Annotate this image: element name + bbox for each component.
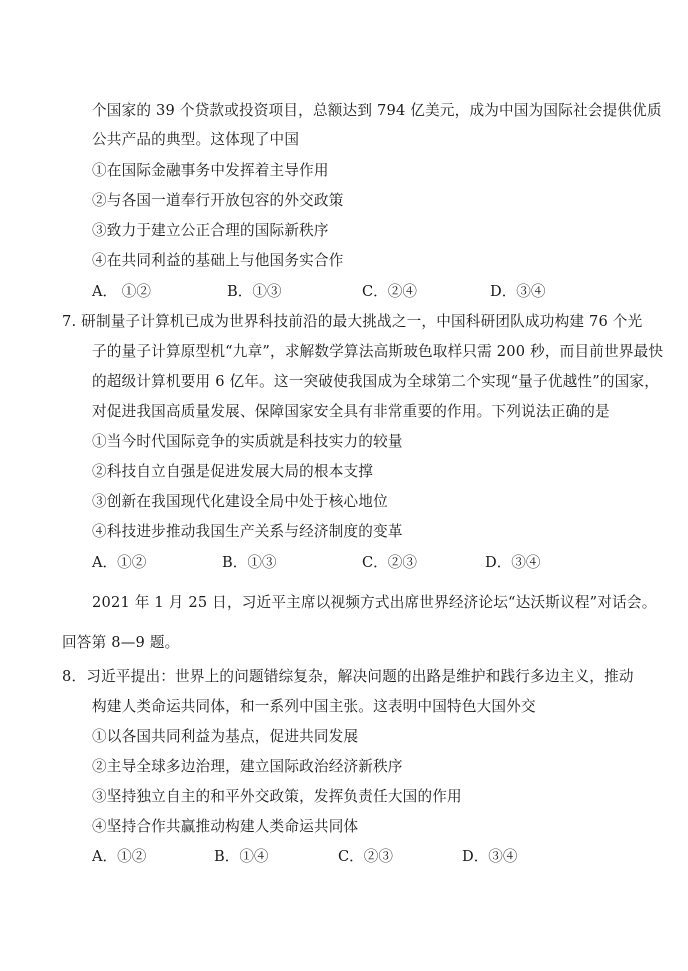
q7-choice-3: ③创新在我国现代化建设全局中处于核心地位 <box>92 493 388 510</box>
q7-stem-line-2: 子的量子计算原型机“九章”，求解数学算法高斯玻色取样只需 200 秒，而目前世界最快 <box>92 343 664 360</box>
q7-stem-line-3: 的超级计算机要用 6 亿年。这一突破使我国成为全球第二个实现“量子优越性”的国家， <box>92 373 660 390</box>
q7-option-d: D．③④ <box>485 554 541 571</box>
q8-option-c: C．②③ <box>338 848 393 865</box>
q7-choice-4: ④科技进步推动我国生产关系与经济制度的变革 <box>92 523 403 540</box>
q8-choice-1: ①以各国共同利益为基点，促进共同发展 <box>92 728 359 745</box>
q8-stem-line-2: 构建人类命运共同体，和一系列中国主张。这表明中国特色大国外交 <box>92 698 536 715</box>
q8-option-d: D．③④ <box>462 848 518 865</box>
q6-option-d: D．③④ <box>490 283 546 300</box>
q8-choice-4: ④坚持合作共赢推动构建人类命运共同体 <box>92 818 359 835</box>
q6-option-a: A． ①② <box>92 283 151 300</box>
q7-option-b: B．①③ <box>222 554 277 571</box>
q8-option-b: B．①④ <box>214 848 269 865</box>
q7-choice-2: ②科技自立自强是促进发展大局的根本支撑 <box>92 463 374 480</box>
q6-choice-4: ④在共同利益的基础上与他国务实合作 <box>92 252 344 269</box>
q6-option-b: B．①③ <box>227 283 282 300</box>
q7-stem-line-1: 7. 研制量子计算机已成为世界科技前沿的最大挑战之一，中国科研团队成功构建 76 个光 <box>62 313 643 330</box>
q6-stem-line-1: 个国家的 39 个贷款或投资项目，总额达到 794 亿美元，成为中国为国际社会提供优质 <box>92 102 662 119</box>
q8-stem-line-1: 8．习近平提出：世界上的问题错综复杂，解决问题的出路是维护和践行多边主义，推动 <box>62 668 634 685</box>
q8-option-a: A．①② <box>92 848 147 865</box>
intro-line-1: 2021 年 1 月 25 日，习近平主席以视频方式出席世界经济论坛“达沃斯议程”对话会。 <box>92 594 657 611</box>
q6-choice-3: ③致力于建立公正合理的国际新秩序 <box>92 222 329 239</box>
intro-line-2: 回答第 8—9 题。 <box>62 634 180 651</box>
q7-option-c: C．②③ <box>362 554 417 571</box>
q7-choice-1: ①当今时代国际竞争的实质就是科技实力的较量 <box>92 433 403 450</box>
q6-stem-line-2: 公共产品的典型。这体现了中国 <box>92 131 300 148</box>
q8-choice-2: ②主导全球多边治理，建立国际政治经济新秩序 <box>92 758 403 775</box>
q6-option-c: C．②④ <box>362 283 417 300</box>
q6-choice-1: ①在国际金融事务中发挥着主导作用 <box>92 162 329 179</box>
q6-choice-2: ②与各国一道奉行开放包容的外交政策 <box>92 192 344 209</box>
q7-stem-line-4: 对促进我国高质量发展、保障国家安全具有非常重要的作用。下列说法正确的是 <box>92 403 610 420</box>
q7-option-a: A．①② <box>92 554 147 571</box>
q8-choice-3: ③坚持独立自主的和平外交政策，发挥负责任大国的作用 <box>92 788 462 805</box>
